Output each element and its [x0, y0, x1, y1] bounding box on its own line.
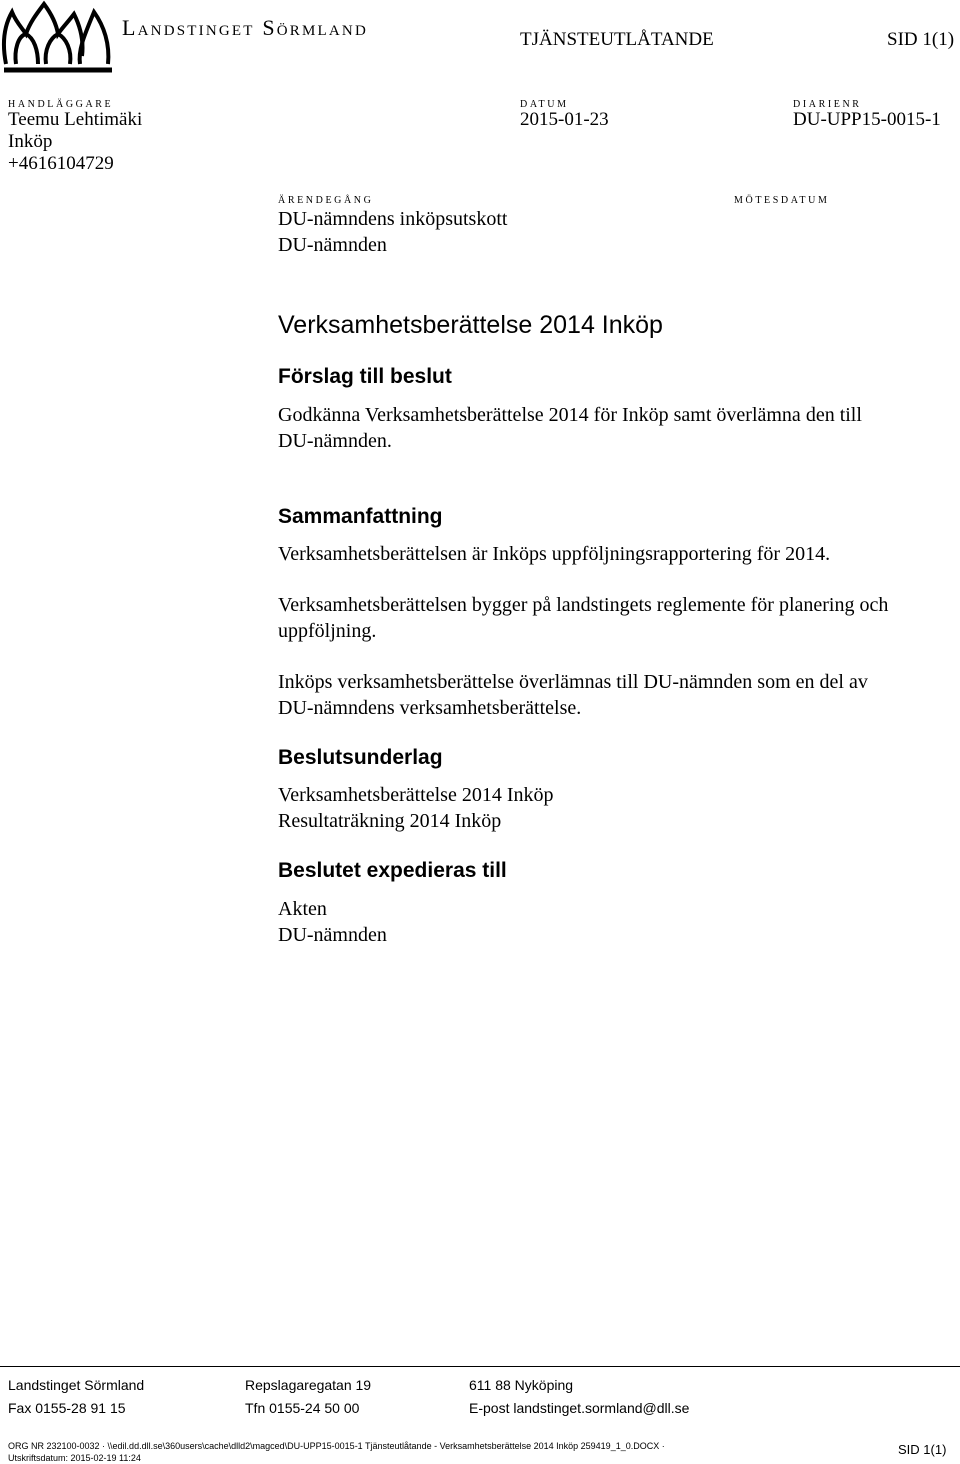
sammanfattning-heading: Sammanfattning: [278, 505, 443, 528]
landstinget-logo-icon: [0, 0, 116, 76]
expedieras-item: Akten: [278, 898, 327, 920]
beslutsunderlag-heading: Beslutsunderlag: [278, 746, 443, 769]
sammanfattning-paragraph-1: Verksamhetsberättelsen är Inköps uppföljningsrapportering för 2014.: [278, 543, 831, 565]
document-type: TJÄNSTEUTLÅTANDE: [520, 29, 714, 50]
arendegang-item: DU-nämnden: [278, 234, 387, 256]
forslag-line: Godkänna Verksamhetsberättelse 2014 för Inköp samt överlämna den till: [278, 404, 862, 426]
motesdatum-label: MÖTESDATUM: [734, 195, 830, 206]
org-name: Landstinget Sörmland: [122, 15, 368, 40]
diarienr-value: DU-UPP15-0015-1: [793, 109, 941, 130]
forslag-line: DU-nämnden.: [278, 430, 392, 452]
arendegang-label: ÄRENDEGÅNG: [278, 195, 374, 206]
handlaggare-name: Teemu Lehtimäki: [8, 109, 143, 130]
footer-org-name: Landstinget Sörmland: [8, 1377, 145, 1393]
handlaggare-label: HANDLÄGGARE: [8, 99, 114, 110]
datum-label: DATUM: [520, 99, 569, 110]
footer-file-info: [8, 1440, 665, 1464]
page-number: SID 1(1): [887, 29, 955, 50]
footer-print-date: Utskriftsdatum: 2015-02-19 11:24: [8, 1453, 141, 1463]
handlaggare-phone: +4616104729: [8, 153, 114, 174]
footer-phone: Tfn 0155-24 50 00: [245, 1400, 360, 1416]
expedieras-item: DU-nämnden: [278, 924, 387, 946]
expedieras-list: [278, 896, 387, 948]
footer-postal: 611 88 Nyköping: [469, 1377, 574, 1393]
footer-column-address: [245, 1374, 371, 1420]
forslag-heading: Förslag till beslut: [278, 365, 452, 388]
sammanfattning-paragraph-2: [278, 592, 888, 644]
document-title: Verksamhetsberättelse 2014 Inköp: [278, 311, 663, 339]
footer-street: Repslagaregatan 19: [245, 1377, 372, 1393]
datum-value: 2015-01-23: [520, 109, 609, 130]
footer-email: E-post landstinget.sormland@dll.se: [469, 1400, 690, 1416]
arendegang-block: [278, 206, 507, 258]
footer-page-number: SID 1(1): [898, 1442, 947, 1457]
forslag-text: [278, 402, 862, 454]
footer-column-org: [8, 1374, 144, 1420]
beslutsunderlag-item: Verksamhetsberättelse 2014 Inköp: [278, 784, 554, 806]
handlaggare-block: [8, 109, 142, 175]
sammanfattning-paragraph-3: [278, 669, 868, 721]
footer-column-postal: [469, 1374, 689, 1420]
handlaggare-unit: Inköp: [8, 131, 53, 152]
paragraph-line: DU-nämndens verksamhetsberättelse.: [278, 697, 582, 719]
footer-divider: [0, 1366, 960, 1367]
expedieras-heading: Beslutet expedieras till: [278, 859, 507, 882]
beslutsunderlag-list: [278, 782, 553, 834]
paragraph-line: Verksamhetsberättelsen bygger på landstingets reglemente för planering och: [278, 594, 889, 616]
footer-fax: Fax 0155-28 91 15: [8, 1400, 126, 1416]
diarienr-label: DIARIENR: [793, 99, 862, 110]
footer-file-path: ORG NR 232100-0032 · \\edil.dd.dll.se\360users\cache\dlld2\magced\DU-UPP15-0015-1 Tjänsteutlåtande - Verksamhetsberättelse 2014 Inköp 259419_1_0.DOCX ·: [8, 1441, 665, 1451]
paragraph-line: uppföljning.: [278, 620, 377, 642]
paragraph-line: Inköps verksamhetsberättelse överlämnas till DU-nämnden som en del av: [278, 671, 868, 693]
arendegang-item: DU-nämndens inköpsutskott: [278, 208, 508, 230]
beslutsunderlag-item: Resultaträkning 2014 Inköp: [278, 810, 502, 832]
